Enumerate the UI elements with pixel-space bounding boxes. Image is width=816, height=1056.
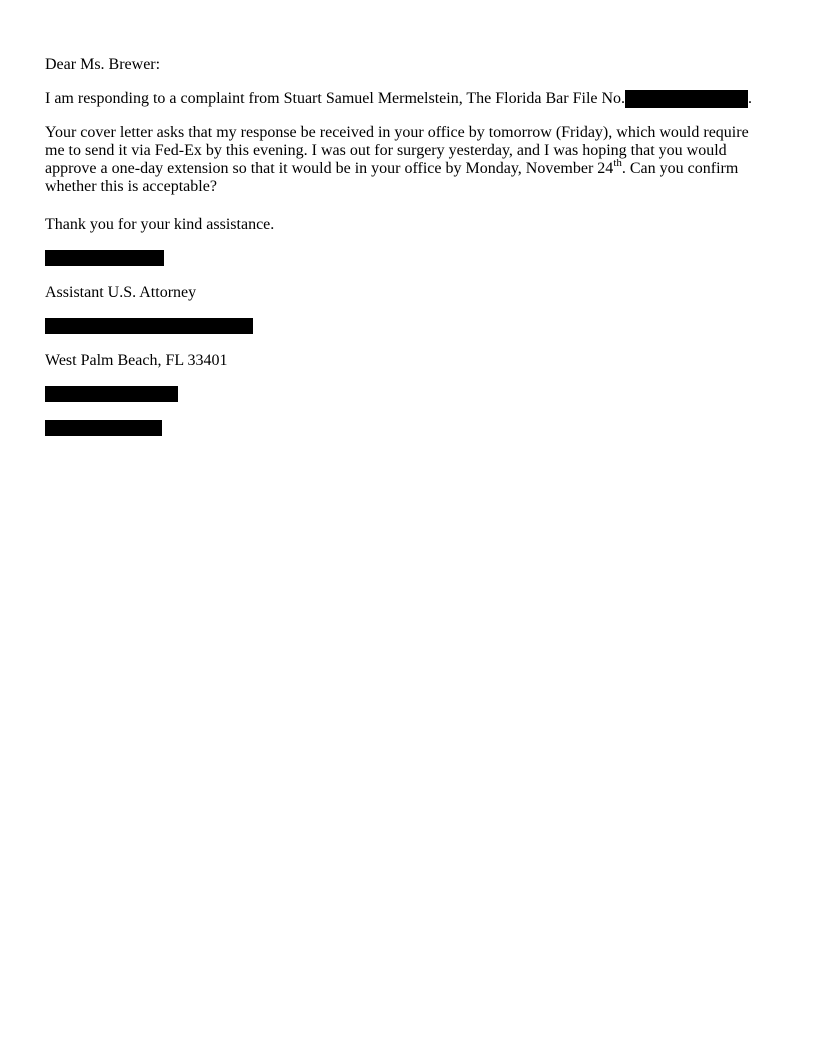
redacted-contact [45, 420, 162, 436]
paragraph-extension-request [45, 124, 765, 196]
paragraph-complaint [45, 90, 752, 108]
ordinal-suffix: th [613, 156, 622, 169]
redacted-street-address [45, 318, 253, 334]
closing-line: Thank you for your kind assistance. [45, 216, 275, 233]
paragraph-complaint-period: . [748, 90, 753, 107]
redacted-signature-name [45, 250, 164, 266]
paragraph-line-text: . Can you confirm [621, 160, 739, 177]
signature-title: Assistant U.S. Attorney [45, 284, 197, 301]
paragraph-line: me to send it via Fed-Ex by this evening. I was out for surgery yesterday, and I was hoping that you would [45, 142, 727, 159]
paragraph-complaint-text: I am responding to a complaint from Stuart Samuel Mermelstein, The Florida Bar File No. [45, 90, 626, 107]
paragraph-line-text: approve a one-day extension so that it would be in your office by Monday, November 24 [45, 160, 614, 177]
signature-city-line: West Palm Beach, FL 33401 [45, 352, 228, 369]
redacted-phone [45, 386, 178, 402]
paragraph-line: Your cover letter asks that my response be received in your office by tomorrow (Friday), which would require [45, 124, 749, 141]
redacted-file-number [625, 90, 748, 108]
paragraph-line [45, 156, 765, 178]
salutation: Dear Ms. Brewer: [45, 56, 161, 73]
paragraph-line: whether this is acceptable? [45, 178, 217, 195]
